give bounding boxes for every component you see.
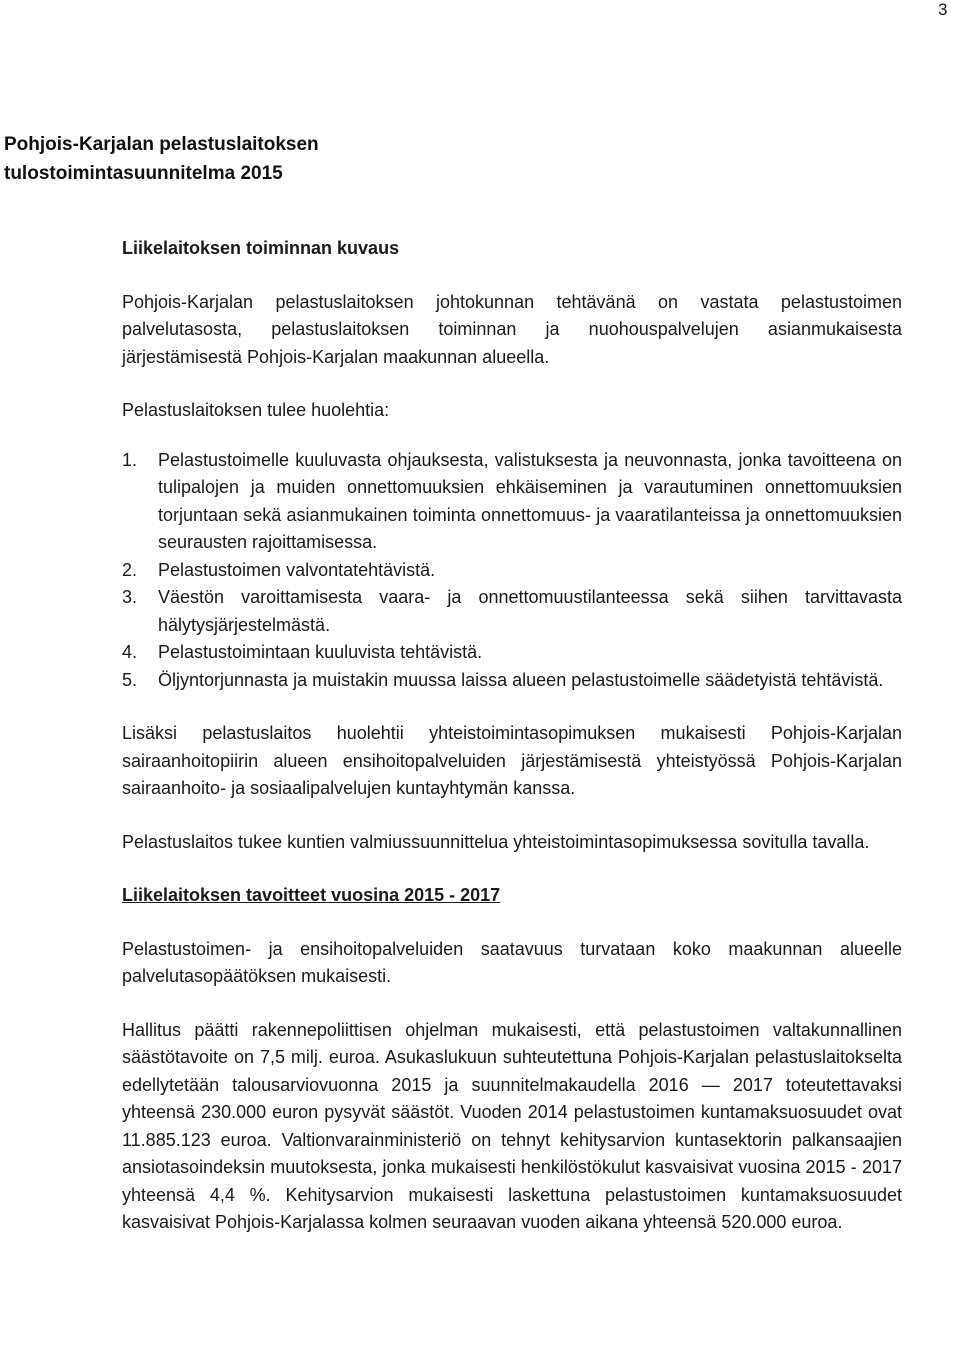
list-item — [122, 584, 902, 639]
list-item — [122, 557, 902, 585]
document-title-line-1: Pohjois-Karjalan pelastuslaitoksen — [4, 134, 319, 155]
task-list — [122, 447, 902, 695]
list-item-number: 5. — [122, 669, 138, 690]
list-item-text: Pelastustoimintaan kuuluvista tehtävistä. — [158, 642, 483, 662]
document-body — [122, 235, 902, 1263]
list-item — [122, 639, 902, 667]
goals-paragraph-1: Pelastustoimen- ja ensihoitopalveluiden saatavuus turvataan koko maakunnan alueelle palvelutasopäätöksen mukaisesti. — [122, 938, 902, 986]
list-intro: Pelastuslaitoksen tulee huolehtia: — [122, 400, 390, 420]
section-heading-description: Liikelaitoksen toiminnan kuvaus — [122, 238, 400, 258]
valmius-paragraph: Pelastuslaitos tukee kuntien valmiussuunnittelua yhteistoimintasopimuksessa sovitulla tavalla. — [122, 831, 870, 852]
list-item-number: 3. — [122, 587, 138, 607]
list-item-text: Pelastustoimen valvontatehtävistä. — [158, 559, 436, 580]
list-item-number: 4. — [122, 642, 138, 662]
list-item-text: Öljyntorjunnasta ja muistakin muussa laissa alueen pelastustoimelle säädetyistä tehtävistä. — [158, 669, 884, 690]
intro-paragraph: Pohjois-Karjalan pelastuslaitoksen johtokunnan tehtävänä on vastata pelastustoimen palvelutasosta, pelastuslaitoksen toiminnan ja nuohouspalvelujen asianmukaisesta järjestämisestä Pohjois-Karjalan maakunnan alueella. — [122, 291, 902, 367]
list-item — [122, 447, 902, 557]
list-item-number: 1. — [122, 449, 138, 470]
document-title-line-2: tulostoimintasuunnitelma 2015 — [4, 163, 283, 184]
page-number: 3 — [938, 0, 948, 19]
list-item-number: 2. — [122, 559, 138, 580]
ensihoito-paragraph: Lisäksi pelastuslaitos huolehtii yhteistoimintasopimuksen mukaisesti Pohjois-Karjalan sairaanhoitopiirin alueen ensihoitopalveluiden järjestämisestä yhteistyössä Pohjois-Karjalan sairaanhoito- ja sosiaalipalvelujen kuntayhtymän kanssa. — [122, 723, 902, 798]
section-heading-goals: Liikelaitoksen tavoitteet vuosina 2015 - 2017 — [122, 885, 501, 905]
list-item-text: Pelastustoimelle kuuluvasta ohjauksesta, valistuksesta ja neuvonnasta, jonka tavoitteena on tulipalojen ja muiden onnettomuuksien ehkäiseminen ja varautuminen onnettomuuksien torjuntaan sekä asianmukainen toiminta onnettomuus- ja vaaratilanteissa ja onnettomuuksien seurausten rajoittamisessa. — [158, 449, 902, 552]
goals-paragraph-2: Hallitus päätti rakennepoliittisen ohjelman mukaisesti, että pelastustoimen valtakunnallinen säästötavoite on 7,5 milj. euroa. Asukaslukuun suhteutettuna Pohjois-Karjalan pelastuslaitokselta edellytetään talousarviovuonna 2015 ja suunnitelmakaudella 2016 — 2017 toteutettavaksi yhteensä 230.000 euron pysyvät säästöt. Vuoden 2014 pelastustoimen kuntamaksuosuudet ovat 11.885.123 euroa. Valtionvarainministeriö on tehnyt kehitysarvion kuntasektorin palkansaajien ansiotasoindeksin muutoksesta, jonka mukaisesti henkilöstökulut kasvaisivat vuosina 2015 - 2017 yhteensä 4,4 %. Kehitysarvion mukaisesti laskettuna pelastustoimen kuntamaksuosuudet kasvaisivat Pohjois-Karjalassa kolmen seuraavan vuoden aikana yhteensä 520.000 euroa. — [122, 1019, 902, 1232]
document-title — [4, 130, 319, 188]
list-item-text: Väestön varoittamisesta vaara- ja onnettomuustilanteessa sekä siihen tarvittavasta hälytysjärjestelmästä. — [158, 587, 902, 635]
list-item — [122, 667, 902, 695]
